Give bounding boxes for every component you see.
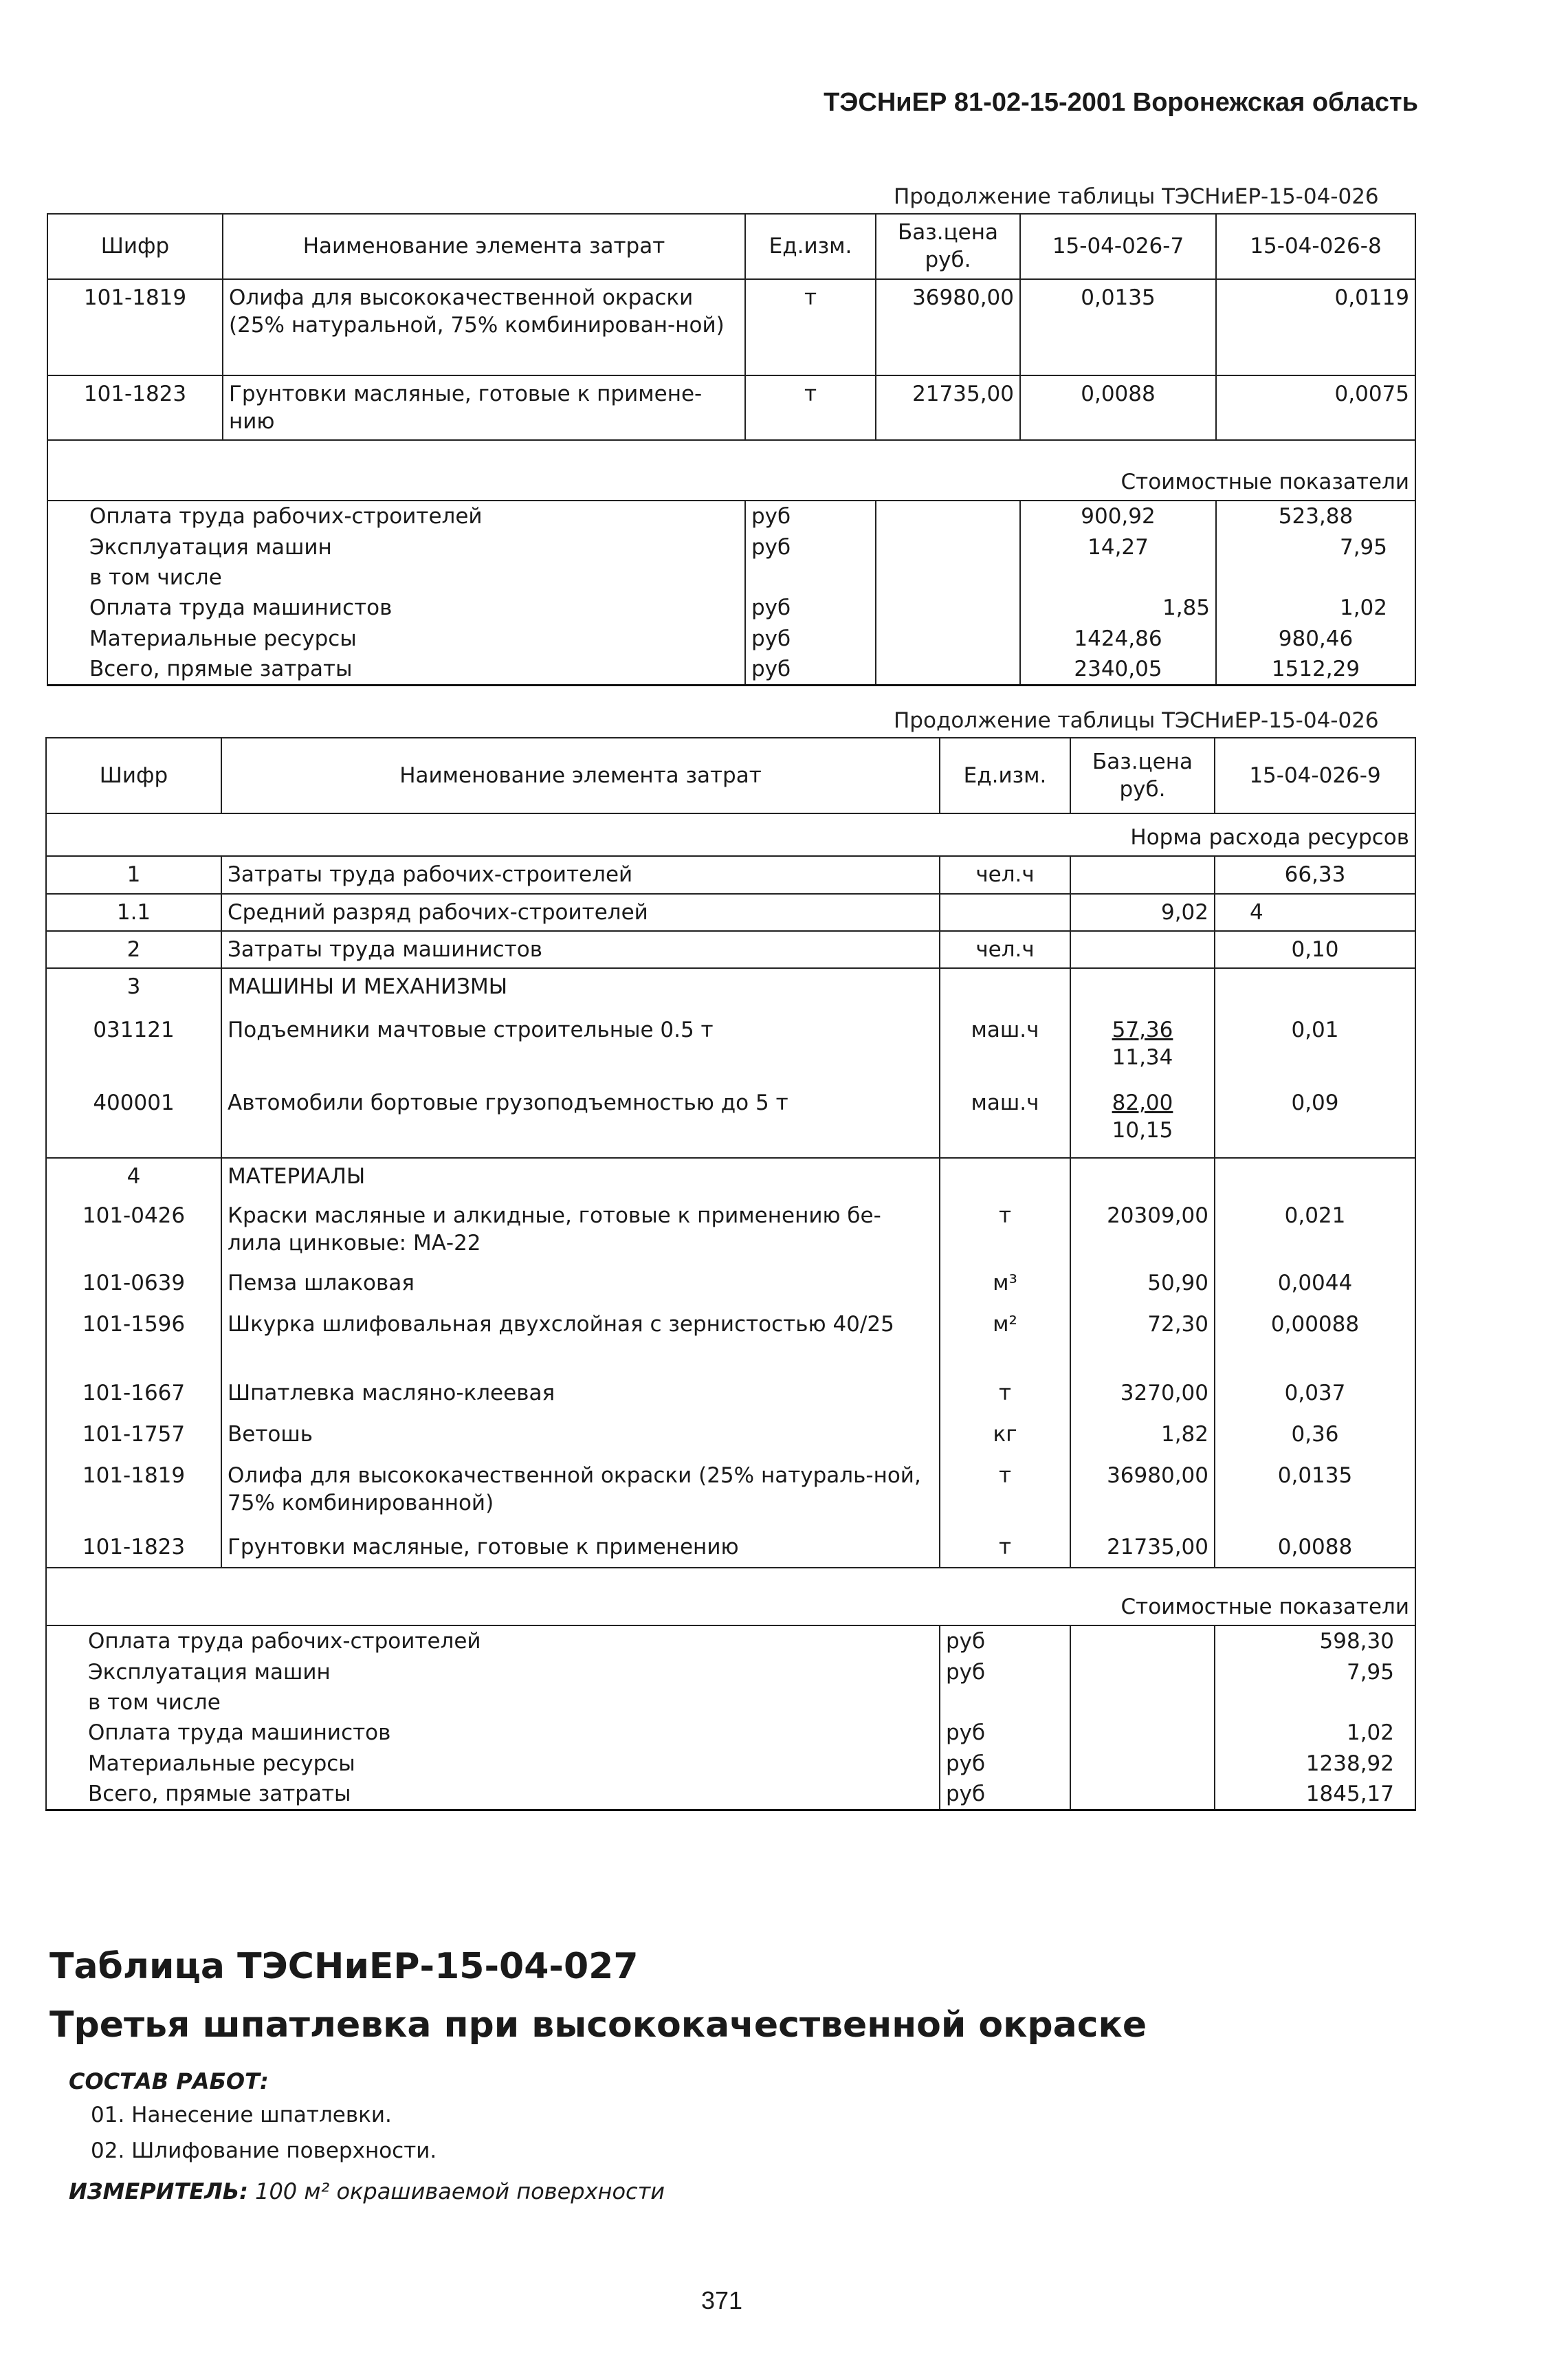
summary-row [47, 593, 1415, 623]
cell-name: Ветошь [221, 1416, 940, 1458]
section-row [46, 813, 1415, 856]
summary-label: в том числе [47, 562, 745, 593]
summary-row [47, 624, 1415, 654]
cell-name: Затраты труда рабочих-строителей [221, 856, 940, 893]
price-top: 57,36 [1112, 1018, 1173, 1043]
summary-value: 1,85 [1020, 593, 1216, 623]
summary-row [47, 501, 1415, 532]
table-row [46, 894, 1415, 931]
summary-row [46, 1625, 1415, 1656]
section-subtitle: Третья шпатлевка при высококачественной окраске [49, 2004, 1147, 2046]
section-label: Норма расхода ресурсов [46, 813, 1415, 856]
summary-empty [745, 562, 876, 593]
summary-value: 598,30 [1215, 1625, 1415, 1656]
table-row [46, 1265, 1415, 1306]
summary-row [47, 654, 1415, 686]
summary-empty [876, 624, 1020, 654]
cell-unit: т [940, 1458, 1070, 1529]
summary-label: в том числе [46, 1687, 940, 1718]
cell-unit: маш.ч [940, 1012, 1070, 1085]
cell-empty [1215, 968, 1415, 1012]
cell-name: Подъемники мачтовые строительные 0.5 т [221, 1012, 940, 1085]
summary-value: 1,02 [1215, 1718, 1415, 1748]
table-row [46, 1375, 1415, 1416]
table-row [46, 1458, 1415, 1529]
cell-unit: чел.ч [940, 931, 1070, 968]
summary-empty [1070, 1657, 1215, 1687]
work-item: 01. Нанесение шпатлевки. [91, 2103, 392, 2127]
table-row [47, 375, 1415, 441]
cell-name: МАШИНЫ И МЕХАНИЗМЫ [221, 968, 940, 1012]
cell-price: 20309,00 [1070, 1198, 1215, 1265]
col-header: Баз.цена руб. [876, 214, 1020, 279]
measure-value: 100 м² окрашиваемой поверхности [255, 2178, 665, 2204]
cell-price [1070, 1012, 1215, 1085]
cell-name: Средний разряд рабочих-строителей [221, 894, 940, 931]
summary-row [47, 532, 1415, 562]
summary-value: 900,92 [1020, 501, 1216, 532]
summary-label: Оплата труда рабочих-строителей [47, 501, 745, 532]
col-header: 15-04-026-7 [1020, 214, 1216, 279]
cell-name: Автомобили бортовые грузоподъемностью до 5 т [221, 1085, 940, 1158]
summary-empty [1215, 1687, 1415, 1718]
cell-value: 0,10 [1215, 931, 1415, 968]
cell-empty [1070, 1158, 1215, 1198]
cell-value: 0,0135 [1020, 279, 1216, 375]
summary-row [46, 1749, 1415, 1779]
cell-price [1070, 1085, 1215, 1158]
col-header: Баз.цена руб. [1070, 738, 1215, 813]
cell-unit: т [745, 279, 876, 375]
price-bottom: 11,34 [1112, 1045, 1173, 1071]
cell-code: 101-1757 [46, 1416, 221, 1458]
summary-unit: руб [745, 624, 876, 654]
price-bottom: 10,15 [1112, 1118, 1173, 1143]
col-header: Ед.изм. [940, 738, 1070, 813]
cell-code: 101-0639 [46, 1265, 221, 1306]
summary-unit: руб [940, 1779, 1070, 1810]
summary-empty [1070, 1779, 1215, 1810]
cell-empty [1215, 1158, 1415, 1198]
col-header: 15-04-026-9 [1215, 738, 1415, 813]
table-row [46, 1306, 1415, 1375]
table-row [46, 1158, 1415, 1198]
cell-code: 3 [46, 968, 221, 1012]
cell-code: 1 [46, 856, 221, 893]
cell-name: Затраты труда машинистов [221, 931, 940, 968]
cell-code: 101-1667 [46, 1375, 221, 1416]
section-label: Стоимостные показатели [47, 440, 1415, 501]
summary-label: Эксплуатация машин [47, 532, 745, 562]
table-row [46, 1198, 1415, 1265]
summary-label: Материальные ресурсы [46, 1749, 940, 1779]
summary-value: 1238,92 [1215, 1749, 1415, 1779]
summary-unit: руб [940, 1657, 1070, 1687]
col-header: Наименование элемента затрат [221, 738, 940, 813]
cell-empty [940, 1158, 1070, 1198]
summary-empty [876, 593, 1020, 623]
summary-value: 7,95 [1216, 532, 1415, 562]
cell-code: 4 [46, 1158, 221, 1198]
summary-unit: руб [940, 1749, 1070, 1779]
summary-empty [1216, 562, 1415, 593]
cell-unit: чел.ч [940, 856, 1070, 893]
summary-label: Материальные ресурсы [47, 624, 745, 654]
works-label: СОСТАВ РАБОТ: [69, 2068, 269, 2094]
summary-empty [876, 501, 1020, 532]
summary-label: Оплата труда рабочих-строителей [46, 1625, 940, 1656]
summary-row [47, 562, 1415, 593]
measure-line [69, 2178, 665, 2204]
section-label: Стоимостные показатели [46, 1568, 1415, 1625]
section-row [47, 440, 1415, 501]
summary-unit: руб [940, 1718, 1070, 1748]
summary-value: 7,95 [1215, 1657, 1415, 1687]
cell-price: 72,30 [1070, 1306, 1215, 1375]
summary-empty [876, 532, 1020, 562]
summary-empty [1070, 1749, 1215, 1779]
cell-value: 0,0135 [1215, 1458, 1415, 1529]
page-number: 371 [700, 2286, 743, 2314]
cell-code: 101-1819 [47, 279, 223, 375]
cell-code: 2 [46, 931, 221, 968]
cell-value: 0,01 [1215, 1012, 1415, 1085]
cell-unit: м² [940, 1306, 1070, 1375]
cell-value: 0,0075 [1216, 375, 1415, 441]
summary-empty [876, 562, 1020, 593]
summary-label: Оплата труда машинистов [47, 593, 745, 623]
section-row [46, 1568, 1415, 1625]
summary-row [46, 1779, 1415, 1810]
cell-value: 0,0088 [1020, 375, 1216, 441]
summary-unit: руб [745, 501, 876, 532]
cell-name: МАТЕРИАЛЫ [221, 1158, 940, 1198]
summary-empty [1020, 562, 1216, 593]
summary-value: 523,88 [1216, 501, 1415, 532]
cell-name: Краски масляные и алкидные, готовые к применению бе-лила цинковые: МА-22 [221, 1198, 940, 1265]
cell-unit: т [745, 375, 876, 441]
measure-label: ИЗМЕРИТЕЛЬ: [69, 2178, 248, 2204]
section-title: Таблица ТЭСНиЕР-15-04-027 [49, 1946, 639, 1987]
cell-code: 400001 [46, 1085, 221, 1158]
summary-label: Эксплуатация машин [46, 1657, 940, 1687]
summary-unit: руб [940, 1625, 1070, 1656]
summary-value: 1512,29 [1216, 654, 1415, 686]
summary-unit: руб [745, 593, 876, 623]
cell-price: 9,02 [1070, 894, 1215, 931]
summary-label: Всего, прямые затраты [47, 654, 745, 686]
cell-price: 21735,00 [1070, 1529, 1215, 1568]
running-header: ТЭСНиЕР 81-02-15-2001 Воронежская область [824, 88, 1418, 117]
table-row [46, 968, 1415, 1012]
summary-value: 1,02 [1216, 593, 1415, 623]
table-row [46, 1012, 1415, 1085]
col-header: Шифр [46, 738, 221, 813]
table2-header-row [46, 738, 1415, 813]
cell-price: 50,90 [1070, 1265, 1215, 1306]
cell-name: Олифа для высококачественной окраски (25% натуральной, 75% комбинирован-ной) [223, 279, 745, 375]
cell-value: 0,00088 [1215, 1306, 1415, 1375]
cell-value: 0,037 [1215, 1375, 1415, 1416]
summary-row [46, 1687, 1415, 1718]
cell-name: Грунтовки масляные, готовые к примене-нию [223, 375, 745, 441]
table-row [46, 931, 1415, 968]
cell-unit: т [940, 1375, 1070, 1416]
summary-empty [1070, 1718, 1215, 1748]
cell-code: 101-1596 [46, 1306, 221, 1375]
cell-empty [1070, 968, 1215, 1012]
cell-value: 0,021 [1215, 1198, 1415, 1265]
summary-unit: руб [745, 654, 876, 686]
cell-name: Шкурка шлифовальная двухслойная с зернистостью 40/25 [221, 1306, 940, 1375]
cell-code: 031121 [46, 1012, 221, 1085]
summary-value: 1845,17 [1215, 1779, 1415, 1810]
cell-unit: т [940, 1198, 1070, 1265]
cell-price: 1,82 [1070, 1416, 1215, 1458]
table1-header-row [47, 214, 1415, 279]
cell-value: 66,33 [1215, 856, 1415, 893]
table1-caption: Продолжение таблицы ТЭСНиЕР-15-04-026 [894, 184, 1379, 209]
summary-empty [876, 654, 1020, 686]
cell-price: 21735,00 [876, 375, 1020, 441]
cell-price [1070, 931, 1215, 968]
cell-name: Шпатлевка масляно-клеевая [221, 1375, 940, 1416]
cell-unit [940, 894, 1070, 931]
col-header: 15-04-026-8 [1216, 214, 1415, 279]
cell-price: 3270,00 [1070, 1375, 1215, 1416]
cell-code: 101-1823 [46, 1529, 221, 1568]
summary-empty [940, 1687, 1070, 1718]
cell-unit: маш.ч [940, 1085, 1070, 1158]
summary-value: 14,27 [1020, 532, 1216, 562]
cell-value: 0,0119 [1216, 279, 1415, 375]
cell-value: 0,0044 [1215, 1265, 1415, 1306]
summary-row [46, 1718, 1415, 1748]
table-row [46, 1085, 1415, 1158]
col-header: Наименование элемента затрат [223, 214, 745, 279]
cell-unit: м³ [940, 1265, 1070, 1306]
summary-value: 1424,86 [1020, 624, 1216, 654]
table2 [45, 737, 1416, 1811]
col-header: Шифр [47, 214, 223, 279]
summary-label: Оплата труда машинистов [46, 1718, 940, 1748]
table-row [46, 1416, 1415, 1458]
table-row [46, 856, 1415, 893]
cell-value: 4 [1215, 894, 1415, 931]
summary-value: 980,46 [1216, 624, 1415, 654]
summary-row [46, 1657, 1415, 1687]
cell-code: 1.1 [46, 894, 221, 931]
summary-label: Всего, прямые затраты [46, 1779, 940, 1810]
summary-empty [1070, 1687, 1215, 1718]
table-row [46, 1529, 1415, 1568]
cell-value: 0,36 [1215, 1416, 1415, 1458]
cell-price: 36980,00 [1070, 1458, 1215, 1529]
summary-value: 2340,05 [1020, 654, 1216, 686]
cell-name: Олифа для высококачественной окраски (25% натураль-ной, 75% комбинированной) [221, 1458, 940, 1529]
cell-empty [940, 968, 1070, 1012]
table1 [47, 213, 1416, 686]
cell-price [1070, 856, 1215, 893]
cell-value: 0,0088 [1215, 1529, 1415, 1568]
cell-price: 36980,00 [876, 279, 1020, 375]
cell-name: Грунтовки масляные, готовые к применению [221, 1529, 940, 1568]
table-row [47, 279, 1415, 375]
col-header: Ед.изм. [745, 214, 876, 279]
cell-code: 101-1819 [46, 1458, 221, 1529]
cell-code: 101-1823 [47, 375, 223, 441]
work-item: 02. Шлифование поверхности. [91, 2138, 437, 2163]
summary-unit: руб [745, 532, 876, 562]
cell-unit: т [940, 1529, 1070, 1568]
price-top: 82,00 [1112, 1091, 1173, 1116]
table2-caption: Продолжение таблицы ТЭСНиЕР-15-04-026 [894, 708, 1379, 733]
cell-code: 101-0426 [46, 1198, 221, 1265]
cell-unit: кг [940, 1416, 1070, 1458]
cell-name: Пемза шлаковая [221, 1265, 940, 1306]
summary-empty [1070, 1625, 1215, 1656]
cell-value: 0,09 [1215, 1085, 1415, 1158]
